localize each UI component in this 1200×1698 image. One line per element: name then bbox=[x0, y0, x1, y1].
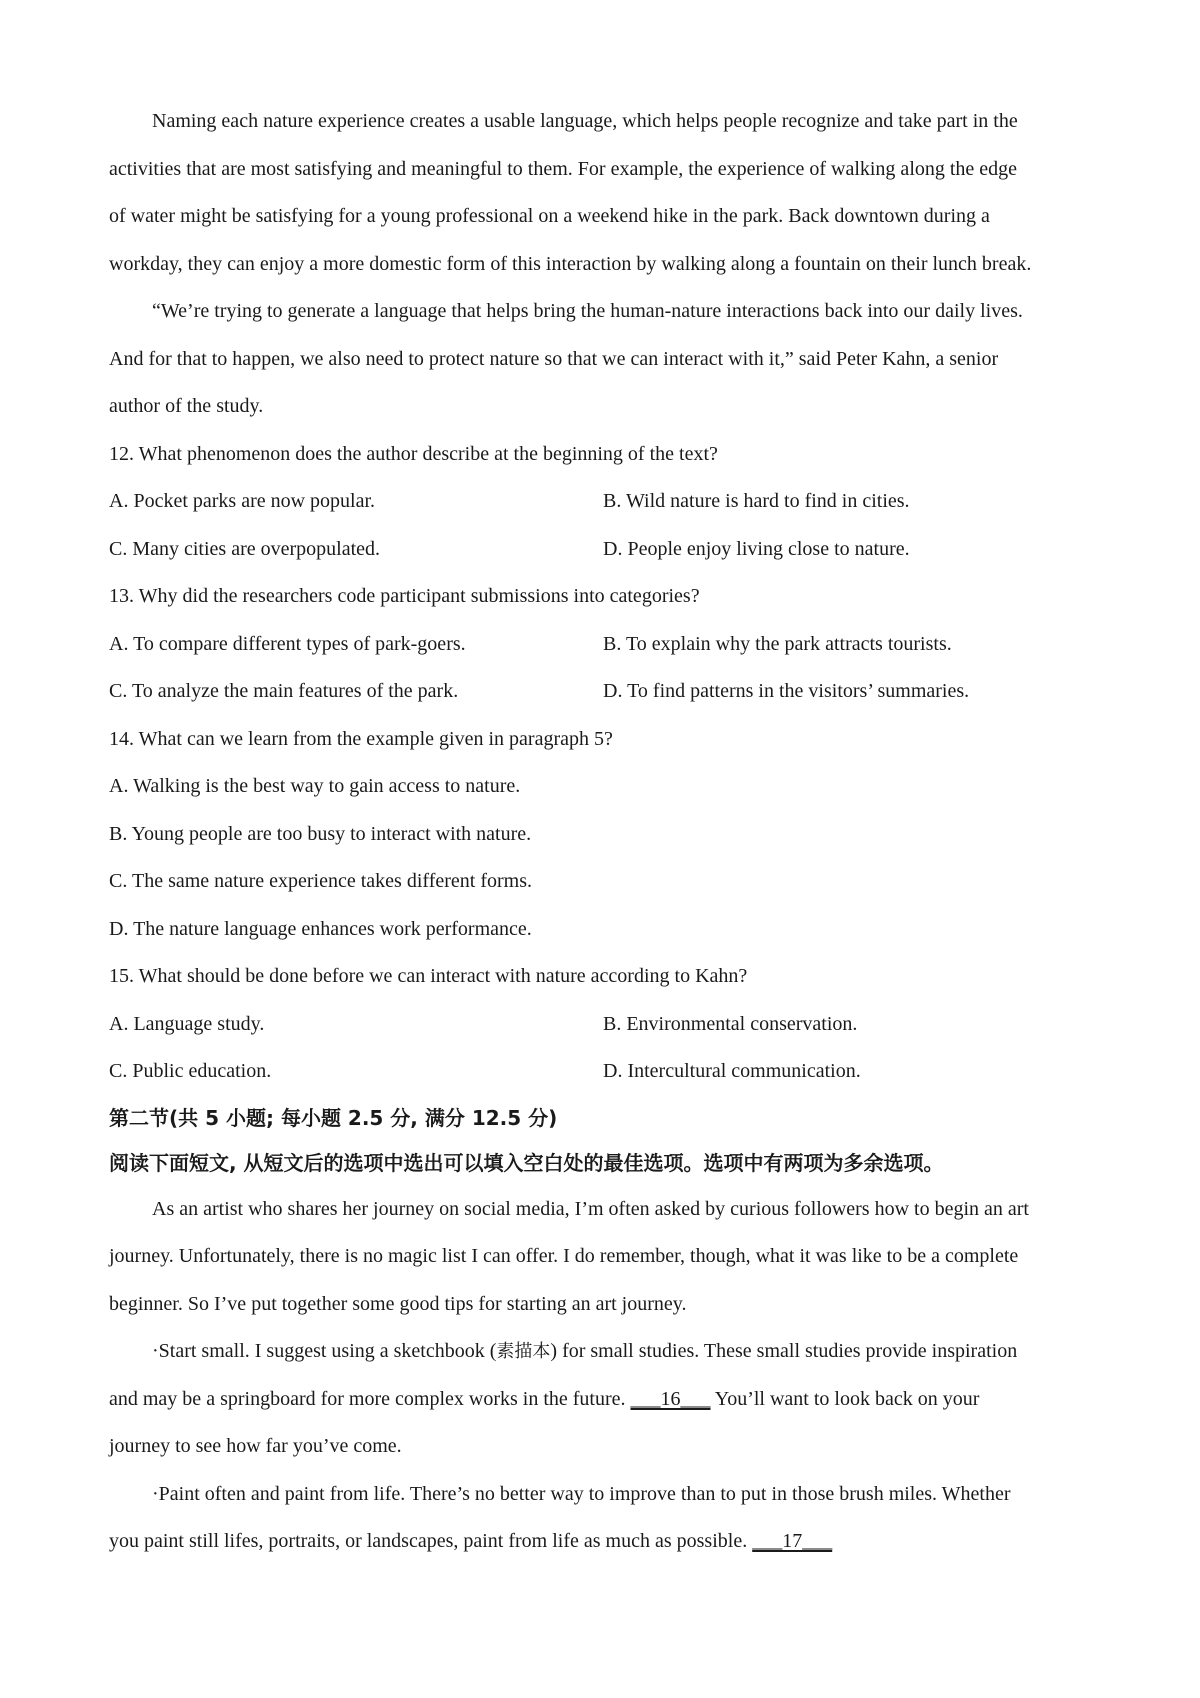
option-a: A. Language study. bbox=[109, 1012, 265, 1035]
section-heading: 第二节(共 5 小题; 每小题 2.5 分, 满分 12.5 分) bbox=[109, 1105, 558, 1130]
question-13 bbox=[109, 573, 1109, 716]
option-c: C. Many cities are overpopulated. bbox=[109, 537, 381, 560]
option-d: D. To find patterns in the visitors’ summaries. bbox=[603, 680, 970, 702]
paragraph-artist-intro bbox=[109, 1186, 1109, 1329]
option-c: C. To analyze the main features of the park. bbox=[109, 680, 459, 702]
text-line: As an artist who shares her journey on social media, I’m often asked by curious followers how to begin an art bbox=[152, 1197, 1029, 1220]
option-b: B. Environmental conservation. bbox=[603, 1012, 858, 1035]
text-line: Naming each nature experience creates a usable language, which helps people recognize and take part in the bbox=[152, 110, 1018, 132]
tip-start-small bbox=[109, 1328, 1109, 1471]
option-d: D. The nature language enhances work performance. bbox=[109, 917, 532, 940]
tip-text: ) for small studies. These small studies provide inspiration bbox=[550, 1340, 1018, 1362]
text-line bbox=[109, 1518, 1109, 1566]
tip-text: You’ll want to look back on your bbox=[710, 1387, 980, 1410]
question-12 bbox=[109, 431, 1109, 574]
text-line: workday, they can enjoy a more domestic form of this interaction by walking along a fountain on their lunch break. bbox=[109, 252, 1032, 275]
text-line bbox=[109, 1376, 1109, 1424]
option-b: B. To explain why the park attracts tourists. bbox=[603, 632, 952, 655]
tip-paint-often bbox=[109, 1471, 1109, 1566]
tip-text: and may be a springboard for more complex works in the future. bbox=[109, 1387, 631, 1410]
text-line: “We’re trying to generate a language that helps bring the human-nature interactions back into our daily lives. bbox=[152, 300, 1023, 322]
text-line: beginner. So I’ve put together some good tips for starting an art journey. bbox=[109, 1292, 687, 1315]
question-stem: 12. What phenomenon does the author describe at the beginning of the text? bbox=[109, 442, 718, 465]
text-line: activities that are most satisfying and meaningful to them. For example, the experience of walking along the edge bbox=[109, 157, 1018, 180]
paragraph-nature-experience bbox=[109, 98, 1109, 288]
option-b: B. Young people are too busy to interact with nature. bbox=[109, 822, 532, 845]
question-14 bbox=[109, 716, 1109, 954]
tip-text: ·Start small. I suggest using a sketchbook ( bbox=[152, 1340, 497, 1362]
blank-16: ___16___ bbox=[630, 1387, 711, 1410]
question-stem: 13. Why did the researchers code participant submissions into categories? bbox=[109, 585, 700, 607]
question-15 bbox=[109, 953, 1109, 1096]
option-d: D. Intercultural communication. bbox=[603, 1060, 861, 1082]
blank-17: ___17___ bbox=[752, 1530, 833, 1552]
option-a: A. Pocket parks are now popular. bbox=[109, 490, 376, 512]
text-line: journey to see how far you’ve come. bbox=[109, 1435, 402, 1457]
option-d: D. People enjoy living close to nature. bbox=[603, 537, 910, 560]
text-line: author of the study. bbox=[109, 395, 264, 417]
option-b: B. Wild nature is hard to find in cities. bbox=[603, 490, 910, 512]
question-stem: 15. What should be done before we can interact with nature according to Kahn? bbox=[109, 965, 748, 987]
question-stem: 14. What can we learn from the example given in paragraph 5? bbox=[109, 727, 613, 750]
tip-text: you paint still lifes, portraits, or landscapes, paint from life as much as possible. bbox=[109, 1530, 753, 1552]
section-instruction: 阅读下面短文, 从短文后的选项中选出可以填入空白处的最佳选项。选项中有两项为多余选项。 bbox=[109, 1150, 944, 1175]
option-a: A. To compare different types of park-goers. bbox=[109, 632, 466, 655]
text-line: ·Paint often and paint from life. There’s no better way to improve than to put in those brush miles. Whether bbox=[152, 1482, 1011, 1505]
text-line: journey. Unfortunately, there is no magic list I can offer. I do remember, though, what it was like to be a complete bbox=[109, 1245, 1019, 1267]
option-a: A. Walking is the best way to gain access to nature. bbox=[109, 775, 521, 797]
text-line: And for that to happen, we also need to protect nature so that we can interact with it,” said Peter Kahn, a senior bbox=[109, 347, 999, 370]
paragraph-kahn-quote bbox=[109, 288, 1109, 431]
text-line: of water might be satisfying for a young professional on a weekend hike in the park. Back downtown during a bbox=[109, 205, 990, 227]
cjk-gloss: 素描本 bbox=[496, 1341, 551, 1362]
text-line bbox=[109, 1328, 1109, 1376]
option-c: C. Public education. bbox=[109, 1060, 272, 1082]
option-c: C. The same nature experience takes different forms. bbox=[109, 870, 532, 892]
page-content bbox=[109, 98, 1109, 1566]
